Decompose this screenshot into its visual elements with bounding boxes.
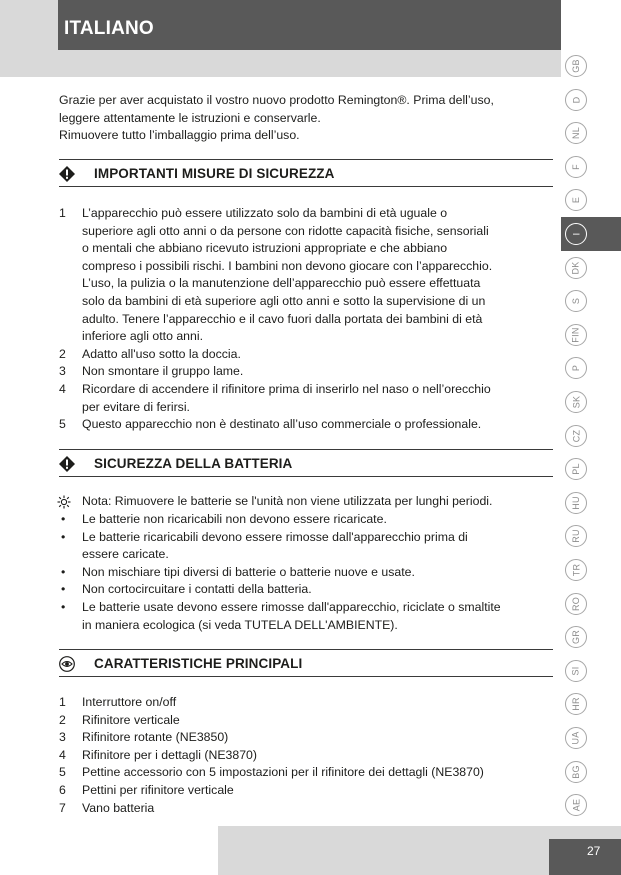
- bullet: •: [61, 582, 66, 597]
- item-text-line: Non smontare il gruppo lame.: [82, 364, 244, 379]
- item-text-line: solo da bambini di età superiore agli otto anni e sotto la supervisione di un: [82, 293, 486, 308]
- sun-note-icon: [57, 495, 71, 509]
- bullet: •: [61, 512, 66, 526]
- language-title: ITALIANO: [64, 18, 154, 39]
- language-code: P: [571, 365, 581, 372]
- language-code: SI: [570, 666, 581, 676]
- list-item: [59, 712, 553, 730]
- safety-list: [59, 205, 553, 434]
- language-code: CZ: [570, 429, 581, 442]
- intro-text: [59, 92, 553, 145]
- item-number: 7: [59, 800, 66, 815]
- battery-section-header: [59, 449, 553, 477]
- item-text-line: essere caricate.: [82, 547, 169, 562]
- language-title-bar: [58, 0, 561, 50]
- language-tab-ua[interactable]: [565, 727, 587, 749]
- item-text-line: Questo apparecchio non è destinato all’uso commerciale o professionale.: [82, 417, 482, 432]
- battery-note: [59, 493, 553, 511]
- item-number: 1: [59, 206, 66, 220]
- list-item: [59, 205, 553, 346]
- language-tab-pl[interactable]: [565, 458, 587, 480]
- language-tab-gr[interactable]: [565, 626, 587, 648]
- intro-line: leggere attentamente le istruzioni e conservarle.: [59, 110, 321, 125]
- list-item: [59, 764, 553, 782]
- language-code: HU: [570, 495, 581, 510]
- item-number: 6: [59, 782, 66, 797]
- item-number: 3: [59, 730, 66, 745]
- language-tab-fin[interactable]: [565, 324, 587, 346]
- item-text: Pettini per rifinitore verticale: [82, 782, 234, 797]
- item-text-line: Adatto all'uso sotto la doccia.: [82, 346, 241, 361]
- item-text-line: Non cortocircuitare i contatti della batteria.: [82, 582, 312, 597]
- features-section-header: [59, 649, 553, 677]
- list-item: [59, 511, 553, 529]
- language-tab-nl[interactable]: [565, 122, 587, 144]
- warning-icon: [59, 456, 75, 472]
- features-list: [59, 694, 553, 817]
- item-number: 5: [59, 765, 66, 780]
- battery-section-title: SICUREZZA DELLA BATTERIA: [94, 456, 293, 471]
- item-text: Rifinitore per i dettagli (NE3870): [82, 747, 257, 762]
- list-item: [59, 381, 553, 416]
- language-code: AE: [570, 798, 581, 812]
- item-text-line: L’uso, la pulizia o la manutenzione dell’apparecchio può essere effettuata: [82, 276, 481, 291]
- safety-section-title: IMPORTANTI MISURE DI SICUREZZA: [94, 166, 335, 181]
- language-code: RO: [570, 596, 581, 611]
- language-tab-ru[interactable]: [565, 525, 587, 547]
- item-number: 4: [59, 747, 66, 762]
- item-text-line: inferiore agli otto anni.: [82, 329, 203, 344]
- item-number: 1: [59, 695, 66, 709]
- item-text-line: per evitare di ferirsi.: [82, 399, 190, 414]
- language-tab-si[interactable]: [565, 660, 587, 682]
- battery-list: [59, 511, 553, 634]
- eye-icon: [59, 656, 75, 672]
- page-number-box: [549, 839, 621, 875]
- language-tab-s[interactable]: [565, 290, 587, 312]
- item-text-line: superiore agli otto anni o da persone con ridotte capacità fisiche, sensoriali: [82, 223, 489, 238]
- item-text-line: Le batterie non ricaricabili non devono essere ricaricate.: [82, 512, 387, 526]
- item-number: 2: [59, 346, 66, 361]
- item-text: Interruttore on/off: [82, 695, 177, 709]
- bullet: •: [61, 599, 66, 614]
- list-item: [59, 800, 553, 818]
- intro-line: Grazie per aver acquistato il vostro nuovo prodotto Remington®. Prima dell’uso,: [59, 93, 494, 107]
- item-text: Vano batteria: [82, 800, 155, 815]
- language-code: UA: [570, 731, 581, 745]
- language-tab-tr[interactable]: [565, 559, 587, 581]
- language-tab-ae[interactable]: [565, 794, 587, 816]
- intro-line: Rimuovere tutto l’imballaggio prima dell’uso.: [59, 128, 300, 143]
- language-tab-e[interactable]: [565, 189, 587, 211]
- list-item: [59, 346, 553, 364]
- language-tab-sk[interactable]: [565, 391, 587, 413]
- item-number: 4: [59, 381, 66, 396]
- list-item: [59, 564, 553, 582]
- language-code: RU: [570, 529, 581, 544]
- language-code: I: [571, 232, 581, 236]
- language-code: D: [571, 96, 581, 103]
- language-tab-i[interactable]: [565, 223, 587, 245]
- list-item: [59, 747, 553, 765]
- language-code: PL: [570, 463, 581, 475]
- language-code: S: [571, 298, 581, 305]
- language-tab-cz[interactable]: [565, 425, 587, 447]
- language-tab-p[interactable]: [565, 357, 587, 379]
- features-section-title: CARATTERISTICHE PRINCIPALI: [94, 656, 303, 671]
- language-tab-d[interactable]: [565, 89, 587, 111]
- item-text: Rifinitore verticale: [82, 712, 180, 727]
- language-code: NL: [570, 127, 581, 140]
- item-text-line: Le batterie usate devono essere rimosse dall'apparecchio, riciclate o smaltite: [82, 599, 501, 614]
- item-text-line: Non mischiare tipi diversi di batterie o batterie nuove e usate.: [82, 564, 415, 579]
- item-text-line: compreso i possibili rischi. I bambini non devono giocare con l’apparecchio.: [82, 258, 493, 273]
- language-code: HR: [570, 697, 581, 712]
- language-code: GB: [570, 59, 581, 73]
- list-item: [59, 363, 553, 381]
- warning-icon: [59, 166, 75, 182]
- note-item: [59, 493, 553, 511]
- language-code: GR: [570, 630, 581, 645]
- list-item: [59, 529, 553, 564]
- battery-note-text: Nota: Rimuovere le batterie se l'unità non viene utilizzata per lunghi periodi.: [82, 494, 493, 508]
- language-tabs: [561, 50, 591, 826]
- language-tab-gb[interactable]: [565, 55, 587, 77]
- page-number: 27: [587, 844, 601, 858]
- item-text: Pettine accessorio con 5 impostazioni per il rifinitore dei dettagli (NE3870): [82, 765, 484, 780]
- item-text-line: o mentali che abbiano ricevuto istruzioni appropriate e che abbiano: [82, 241, 448, 256]
- item-number: 3: [59, 364, 66, 379]
- language-tab-hu[interactable]: [565, 492, 587, 514]
- item-text-line: adulto. Tenere l’apparecchio e il cavo fuori dalla portata dei bambini di età: [82, 311, 483, 326]
- language-code: BG: [570, 764, 581, 779]
- list-item: [59, 581, 553, 599]
- list-item: [59, 416, 553, 434]
- language-code: DK: [570, 261, 581, 275]
- item-text-line: in maniera ecologica (si veda TUTELA DELL'AMBIENTE).: [82, 617, 398, 632]
- language-tab-bg[interactable]: [565, 761, 587, 783]
- language-code: SK: [570, 395, 581, 409]
- item-text-line: Ricordare di accendere il rifinitore prima di inserirlo nel naso o nell’orecchio: [82, 381, 491, 396]
- language-tab-dk[interactable]: [565, 257, 587, 279]
- language-code: F: [571, 163, 581, 170]
- active-language-highlight: [561, 217, 621, 251]
- list-item: [59, 729, 553, 747]
- language-tab-hr[interactable]: [565, 693, 587, 715]
- safety-section-header: [59, 159, 553, 187]
- item-text-line: Le batterie ricaricabili devono essere rimosse dall'apparecchio prima di: [82, 529, 468, 544]
- item-number: 2: [59, 712, 66, 727]
- language-code: E: [571, 197, 581, 204]
- list-item: [59, 782, 553, 800]
- language-code: TR: [570, 563, 581, 577]
- bullet: •: [61, 529, 66, 544]
- item-text: Rifinitore rotante (NE3850): [82, 730, 229, 745]
- language-tab-f[interactable]: [565, 156, 587, 178]
- bullet: •: [61, 564, 66, 579]
- language-tab-ro[interactable]: [565, 593, 587, 615]
- list-item: [59, 599, 553, 634]
- language-code: FIN: [571, 327, 581, 343]
- list-item: [59, 694, 553, 712]
- item-text-line: L’apparecchio può essere utilizzato solo da bambini di età uguale o: [82, 206, 448, 220]
- item-number: 5: [59, 417, 66, 432]
